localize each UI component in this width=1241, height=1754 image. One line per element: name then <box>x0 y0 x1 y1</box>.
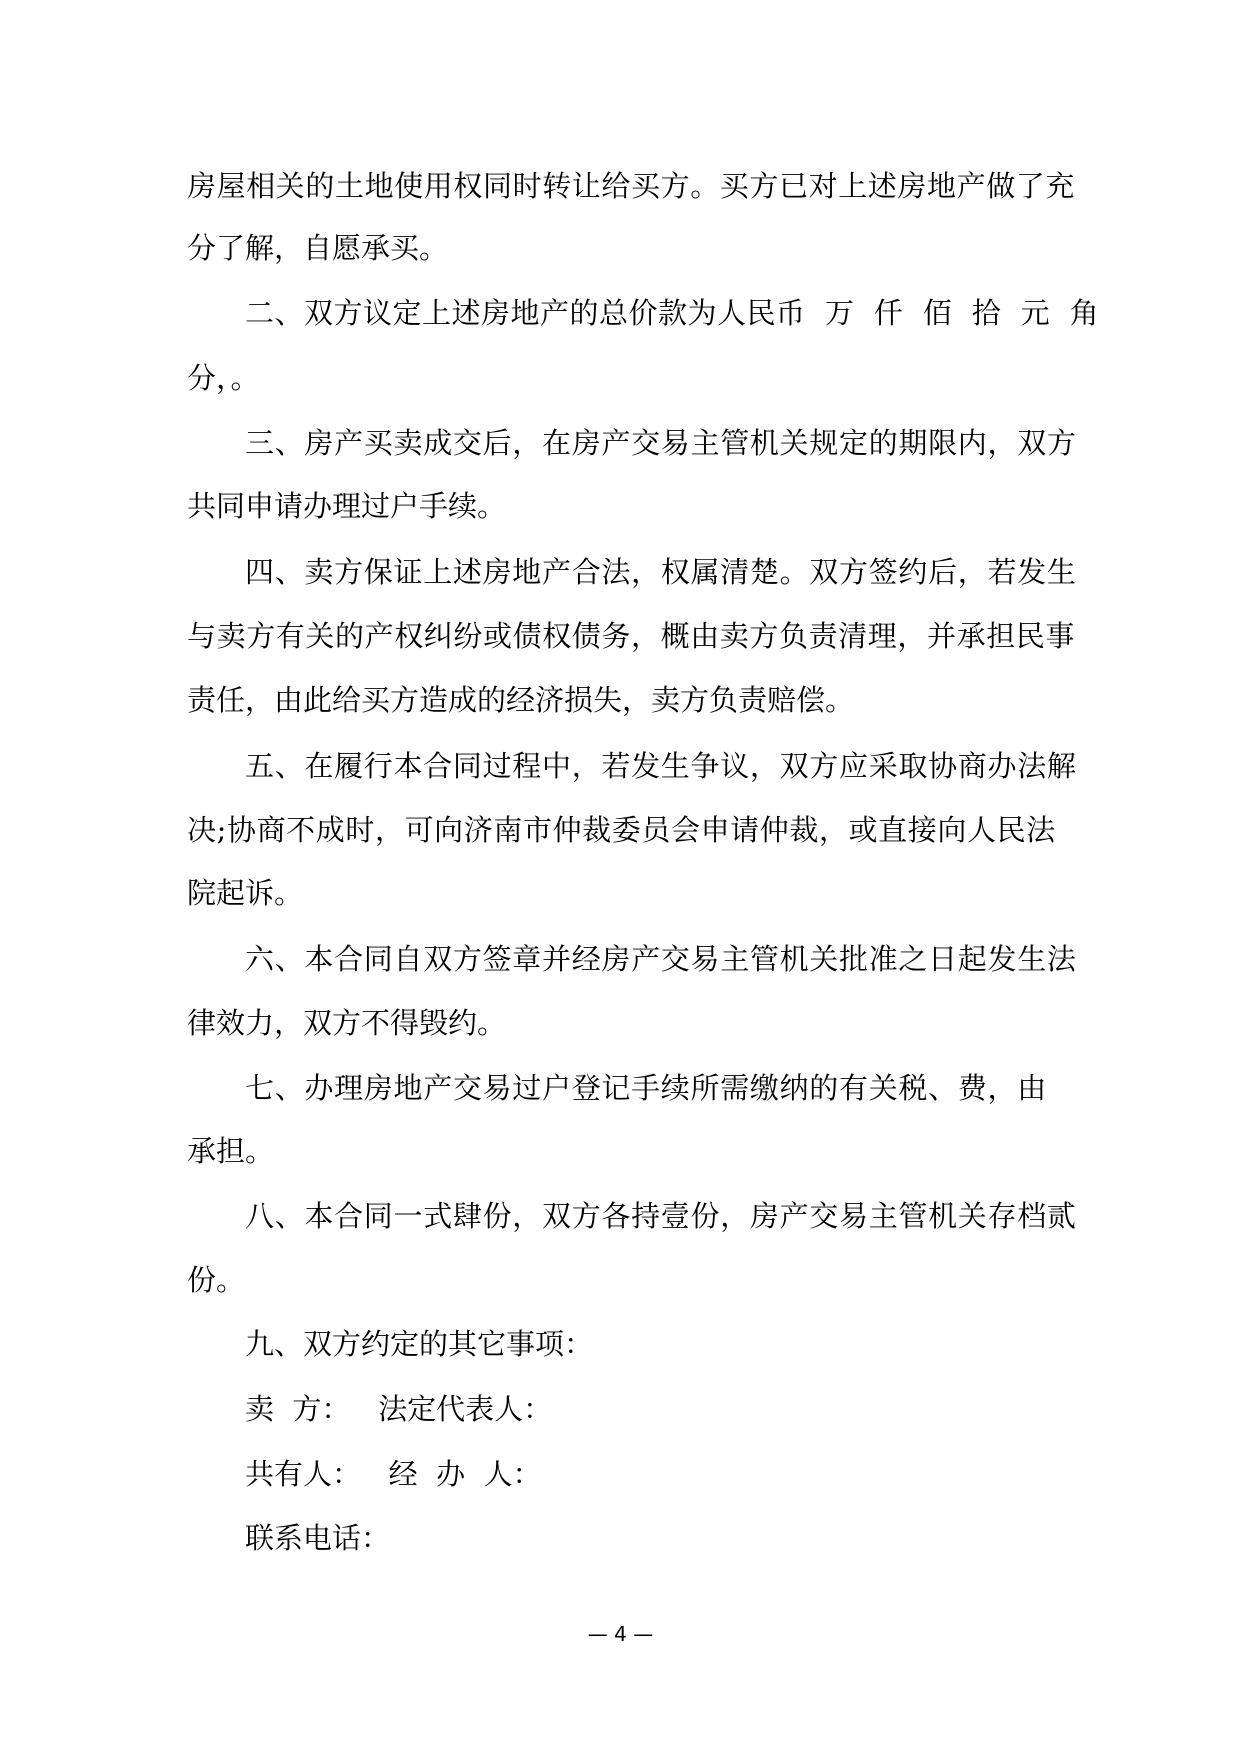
clause-3-line-2: 共同申请办理过户手续。 <box>187 489 507 523</box>
clause-4-line-1: 四、卖方保证上述房地产合法，权属清楚。双方签约后，若发生 <box>245 555 1077 589</box>
clause-3-line-1: 三、房产买卖成交后，在房产交易主管机关规定的期限内，双方 <box>245 426 1077 460</box>
contact-phone-line: 联系电话： <box>245 1521 391 1555</box>
body-line-1: 房屋相关的土地使用权同时转让给买方。买方已对上述房地产做了充 <box>187 169 1076 203</box>
clause-7-line-1: 七、办理房地产交易过户登记手续所需缴纳的有关税、费，由 <box>245 1071 1047 1105</box>
clause-5-line-1: 五、在履行本合同过程中，若发生争议，双方应采取协商办法解 <box>245 749 1077 783</box>
clause-4-line-2: 与卖方有关的产权纠纷或债权债务，概由卖方负责清理，并承担民事 <box>187 619 1076 653</box>
clause-8-line-2: 份。 <box>187 1263 246 1297</box>
clause-5-line-3: 院起诉。 <box>187 876 304 910</box>
clause-8-line-1: 八、本合同一式肆份，双方各持壹份，房产交易主管机关存档贰 <box>245 1199 1077 1233</box>
clause-4-line-3: 责任，由此给买方造成的经济损失，卖方负责赔偿。 <box>187 683 855 717</box>
clause-6-line-2: 律效力，双方不得毁约。 <box>187 1006 507 1040</box>
co-owner-signature-line: 共有人： 经 办 人： <box>245 1457 542 1491</box>
clause-7-line-2: 承担。 <box>187 1134 275 1168</box>
clause-9-heading: 九、双方约定的其它事项： <box>245 1327 594 1361</box>
clause-2-line-2: 分，。 <box>187 361 260 395</box>
page-number: — 4 — <box>587 1622 654 1646</box>
clause-6-line-1: 六、本合同自双方签章并经房产交易主管机关批准之日起发生法 <box>245 942 1077 976</box>
clause-2-line-1: 二、双方议定上述房地产的总价款为人民币 万 仟 佰 拾 元 角 <box>245 296 1100 330</box>
seller-signature-line: 卖 方： 法定代表人： <box>245 1392 553 1426</box>
clause-5-line-2: 决;协商不成时，可向济南市仲裁委员会申请仲裁，或直接向人民法 <box>187 813 1056 847</box>
body-line-2: 分了解，自愿承买。 <box>187 231 449 265</box>
